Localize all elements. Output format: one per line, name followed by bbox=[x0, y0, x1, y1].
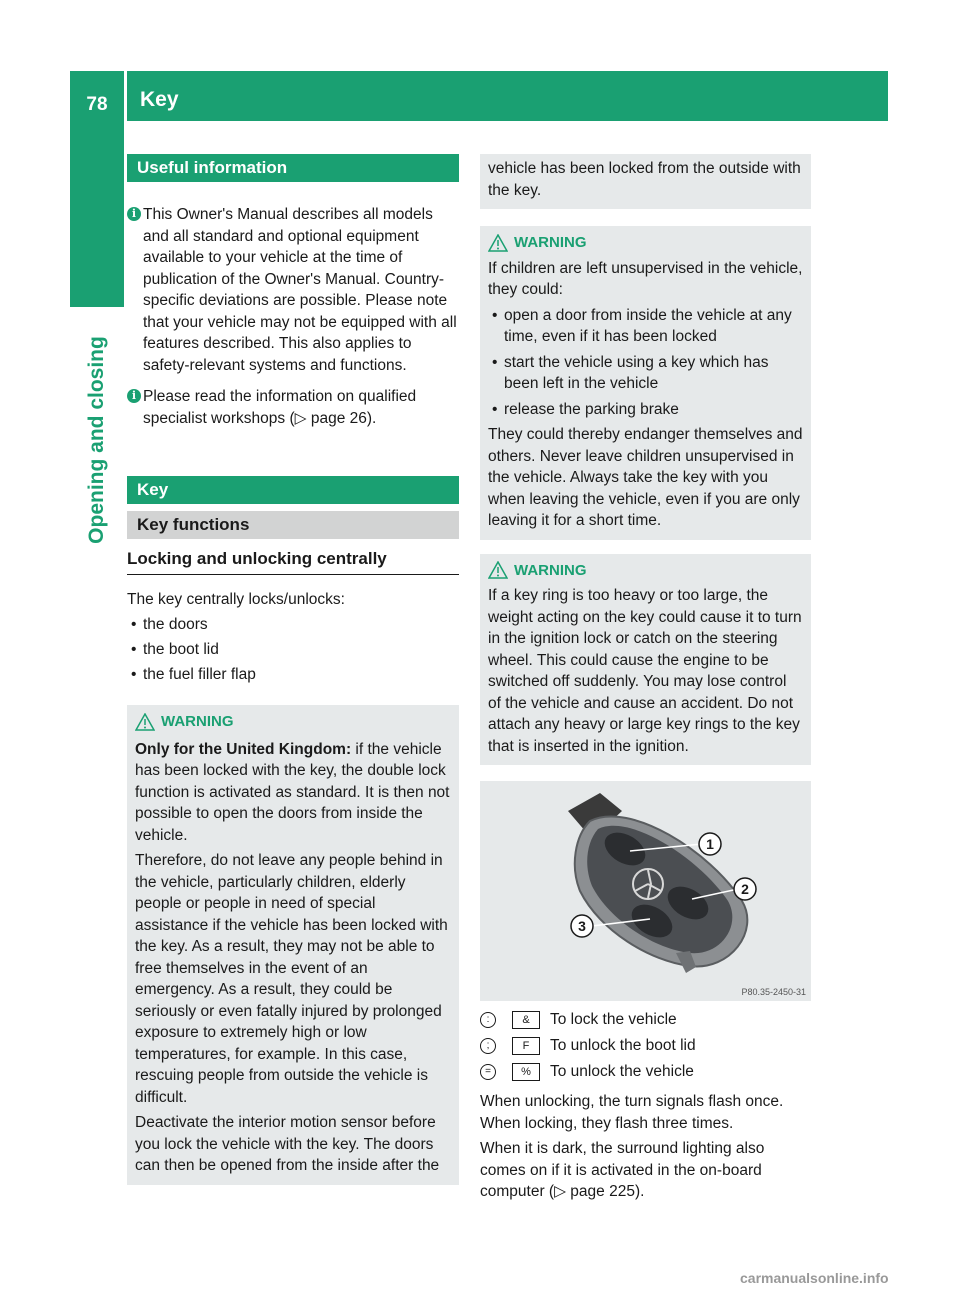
warning-triangle-icon bbox=[488, 561, 508, 579]
bullet-icon: • bbox=[131, 641, 137, 658]
callout-label: To unlock the vehicle bbox=[550, 1063, 694, 1080]
bullet-icon: • bbox=[492, 306, 498, 324]
warning-title: WARNING bbox=[161, 713, 234, 730]
figure-code: P80.35-2450-31 bbox=[741, 987, 806, 997]
callout-label: To unlock the boot lid bbox=[550, 1037, 696, 1054]
warning-triangle-icon bbox=[135, 713, 155, 731]
warning-header bbox=[488, 232, 803, 254]
lock-icon: & bbox=[512, 1011, 540, 1029]
list-item: • the doors bbox=[127, 614, 459, 639]
bullet-icon: • bbox=[492, 353, 498, 371]
right-column bbox=[480, 154, 811, 1203]
list-item: • the fuel filler flap bbox=[127, 664, 459, 689]
list-item: • release the parking brake bbox=[488, 399, 803, 421]
warning-text: They could thereby endanger themselves and others. Never leave children unsupervised in the vehicle. Always take the key with you when leaving the vehicle, even if you are only leaving it for a short time. bbox=[488, 426, 803, 529]
header-bar bbox=[70, 71, 888, 121]
warning-header bbox=[488, 560, 803, 582]
locks-intro: The key centrally locks/unlocks: bbox=[127, 590, 345, 608]
body-text: When it is dark, the surround lighting also comes on if it is activated in the on-board computer (▷ page 225). bbox=[480, 1140, 765, 1200]
warning-title: WARNING bbox=[514, 561, 587, 579]
callout-label: To lock the vehicle bbox=[550, 1011, 677, 1028]
chapter-label: Opening and closing bbox=[85, 336, 108, 544]
list-item: • start the vehicle using a key which has been left in the vehicle bbox=[492, 353, 769, 392]
lock-list bbox=[127, 614, 459, 689]
info-icon: i bbox=[127, 207, 141, 221]
info-text: Please read the information on qualified specialist workshops (▷ page 26). bbox=[143, 388, 417, 427]
bullet-icon: • bbox=[131, 666, 137, 683]
page-number: 78 bbox=[86, 94, 108, 115]
callout-list bbox=[480, 1007, 811, 1085]
key-functions-title: Key functions bbox=[127, 511, 459, 539]
key-figure bbox=[480, 781, 811, 1001]
bullet-icon: • bbox=[131, 616, 137, 633]
warning-box bbox=[480, 226, 811, 540]
warning-text: If children are left unsupervised in the vehicle, they could: bbox=[488, 259, 803, 298]
list-item: • open a door from inside the vehicle at any time, even if it has been locked bbox=[492, 306, 792, 345]
header-divider bbox=[124, 71, 127, 121]
warning-box bbox=[127, 705, 459, 1185]
info-note bbox=[127, 386, 459, 429]
warning-text: If a key ring is too heavy or too large, the weight acting on the key could cause it to turn in the ignition lock or catch on the steering wheel. This could cause the engine to be switched off suddenly. You may lose control of the vehicle and cause an accident. Do not attach any heavy or large key rings to the key that is inserted in the ignition. bbox=[488, 587, 802, 755]
watermark: carmanualsonline.info bbox=[740, 1270, 889, 1286]
warning-header bbox=[135, 711, 451, 733]
key-illustration bbox=[480, 781, 811, 1001]
useful-information-title: Useful information bbox=[127, 154, 459, 182]
key-section-title: Key bbox=[127, 476, 459, 504]
unlock-icon: % bbox=[512, 1063, 540, 1081]
warning-box bbox=[480, 554, 811, 766]
callout-item bbox=[480, 1007, 811, 1033]
warning-title: WARNING bbox=[514, 234, 587, 251]
callout-number: ; bbox=[480, 1038, 496, 1054]
warning-text: Deactivate the interior motion sensor before you lock the vehicle with the key. The doors can then be opened from the inside after the bbox=[135, 1114, 440, 1174]
callout-number: = bbox=[480, 1064, 496, 1080]
warning-text: Therefore, do not leave any people behind in the vehicle, particularly children, elderly people or people in need of special assistance if the vehicle has been locked with the key. As a result, they may not be able to free themselves in the event of an emergency. As a result, they could be seriously or even fatally injured by prolonged exposure to extremely high or low temperatures, for example. In this case, rescuing people from outside the vehicle is difficult. bbox=[135, 852, 448, 1106]
info-text: This Owner's Manual describes all models and all standard and optional equipment available to your vehicle at the time of publication of the Owner's Manual. Country-specific deviations are possible. Please note that your vehicle may not be equipped with all features described. This also applies to safety-relevant systems and functions. bbox=[143, 206, 457, 374]
chapter-tab bbox=[70, 121, 124, 307]
locking-heading: Locking and unlocking centrally bbox=[127, 548, 459, 575]
callout-number: : bbox=[480, 1012, 496, 1028]
page-title: Key bbox=[140, 88, 179, 111]
warning-text: Only for the United Kingdom: if the vehicle has been locked with the key, the double lock function is activated as standard. It is then not possible to open the doors from inside the vehicle. bbox=[135, 740, 450, 844]
callout-item bbox=[480, 1059, 811, 1085]
boot-lid-icon: F bbox=[512, 1037, 540, 1055]
callout-1-label: 1 bbox=[706, 836, 714, 852]
callout-3-label: 3 bbox=[578, 918, 586, 934]
list-item: • the boot lid bbox=[127, 639, 459, 664]
bullet-icon: • bbox=[492, 400, 498, 418]
continued-text: vehicle has been locked from the outside with the key. bbox=[488, 160, 801, 199]
continued-box bbox=[480, 154, 811, 209]
body-text: When unlocking, the turn signals flash once. When locking, they flash three times. bbox=[480, 1093, 784, 1132]
left-column bbox=[127, 154, 459, 1185]
callout-2-label: 2 bbox=[741, 881, 749, 897]
callout-item bbox=[480, 1033, 811, 1059]
warning-triangle-icon bbox=[488, 234, 508, 252]
info-note bbox=[127, 204, 459, 376]
info-icon: i bbox=[127, 389, 141, 403]
